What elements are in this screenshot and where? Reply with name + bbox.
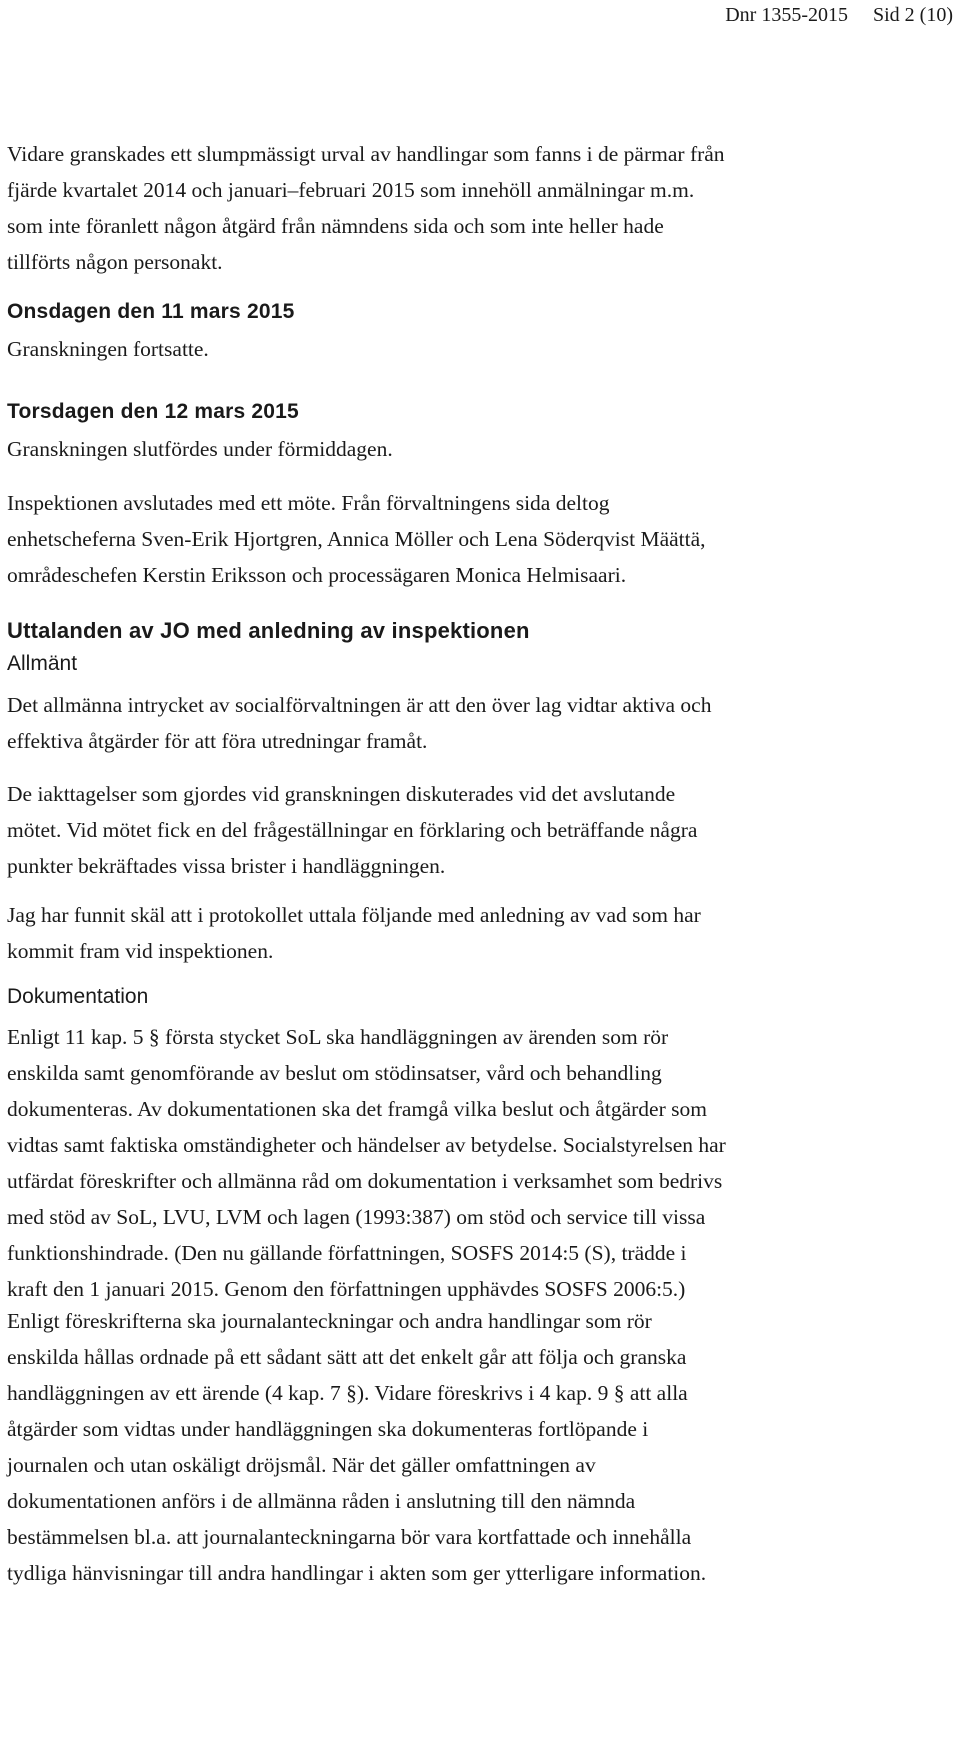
text-line: De iakttagelser som gjordes vid granskningen diskuterades vid det avslutande: [7, 782, 676, 806]
heading-thursday: Torsdagen den 12 mars 2015: [7, 400, 299, 423]
text-line: Enligt föreskrifterna ska journalanteckningar och andra handlingar som rör: [7, 1309, 652, 1333]
text-line: kraft den 1 januari 2015. Genom den författningen upphävdes SOSFS 2006:5.): [7, 1277, 686, 1301]
paragraph-inspection-meeting: [7, 485, 907, 593]
text-line: bestämmelsen bl.a. att journalanteckningarna bör vara kortfattade och innehålla: [7, 1525, 692, 1549]
paragraph-general-3: [7, 897, 907, 969]
text-line: utfärdat föreskrifter och allmänna råd om dokumentation i verksamhet som bedrivs: [7, 1169, 723, 1193]
text-line: journalen och utan oskäligt dröjsmål. När det gäller omfattningen av: [7, 1453, 596, 1477]
text-line: Vidare granskades ett slumpmässigt urval av handlingar som fanns i de pärmar från: [7, 142, 725, 166]
paragraph-wednesday: [7, 331, 907, 367]
paragraph-thursday: [7, 431, 907, 467]
text-line: funktionshindrade. (Den nu gällande författningen, SOSFS 2014:5 (S), trädde i: [7, 1241, 687, 1265]
heading-wednesday: Onsdagen den 11 mars 2015: [7, 300, 295, 323]
text-line: Enligt 11 kap. 5 § första stycket SoL ska handläggningen av ärenden som rör: [7, 1025, 669, 1049]
text-line: vidtas samt faktiska omständigheter och händelser av betydelse. Socialstyrelsen har: [7, 1133, 726, 1157]
text-line: med stöd av SoL, LVU, LVM och lagen (1993:387) om stöd och service till vissa: [7, 1205, 706, 1229]
text-line: som inte föranlett någon åtgärd från nämndens sida och som inte heller hade: [7, 214, 664, 238]
page-number: Sid 2 (10): [873, 4, 953, 26]
text-line: handläggningen av ett ärende (4 kap. 7 §). Vidare föreskrivs i 4 kap. 9 § att alla: [7, 1381, 688, 1405]
text-line: Jag har funnit skäl att i protokollet uttala följande med anledning av vad som har: [7, 903, 701, 927]
heading-documentation: Dokumentation: [7, 985, 149, 1008]
text-line: fjärde kvartalet 2014 och januari–februari 2015 som innehöll anmälningar m.m.: [7, 178, 695, 202]
text-line: effektiva åtgärder för att föra utredningar framåt.: [7, 729, 428, 753]
case-number: Dnr 1355-2015: [725, 4, 848, 26]
paragraph-general-2: [7, 776, 907, 884]
text-line: enskilda hållas ordnade på ett sådant sätt att det enkelt går att följa och granska: [7, 1345, 687, 1369]
text-line: dokumentationen anförs i de allmänna råden i anslutning till den nämnda: [7, 1489, 636, 1513]
text-line: mötet. Vid mötet fick en del frågeställningar en förklaring och beträffande några: [7, 818, 698, 842]
page-header: [725, 2, 953, 28]
heading-general: Allmänt: [7, 652, 78, 675]
paragraph-documentation-2: [7, 1303, 907, 1591]
text-line: Granskningen slutfördes under förmiddagen.: [7, 437, 393, 461]
text-line: Det allmänna intrycket av socialförvaltningen är att den över lag vidtar aktiva och: [7, 693, 712, 717]
text-line: Granskningen fortsatte.: [7, 337, 209, 361]
text-line: enskilda samt genomförande av beslut om stödinsatser, vård och behandling: [7, 1061, 662, 1085]
text-line: dokumenteras. Av dokumentationen ska det framgå vilka beslut och åtgärder som: [7, 1097, 707, 1121]
paragraph-sampled-documents: [7, 136, 907, 280]
text-line: åtgärder som vidtas under handläggningen ska dokumenteras fortlöpande i: [7, 1417, 649, 1441]
heading-jo-statements: Uttalanden av JO med anledning av inspektionen: [7, 618, 530, 643]
text-line: enhetscheferna Sven-Erik Hjortgren, Annica Möller och Lena Söderqvist Määttä,: [7, 527, 706, 551]
text-line: punkter bekräftades vissa brister i handläggningen.: [7, 854, 446, 878]
text-line: områdeschefen Kerstin Eriksson och processägaren Monica Helmisaari.: [7, 563, 627, 587]
text-line: tydliga hänvisningar till andra handlingar i akten som ger ytterligare information.: [7, 1561, 707, 1585]
paragraph-documentation-1: [7, 1019, 907, 1307]
paragraph-general-1: [7, 687, 907, 759]
text-line: tillförts någon personakt.: [7, 250, 223, 274]
text-line: Inspektionen avslutades med ett möte. Från förvaltningens sida deltog: [7, 491, 610, 515]
text-line: kommit fram vid inspektionen.: [7, 939, 274, 963]
